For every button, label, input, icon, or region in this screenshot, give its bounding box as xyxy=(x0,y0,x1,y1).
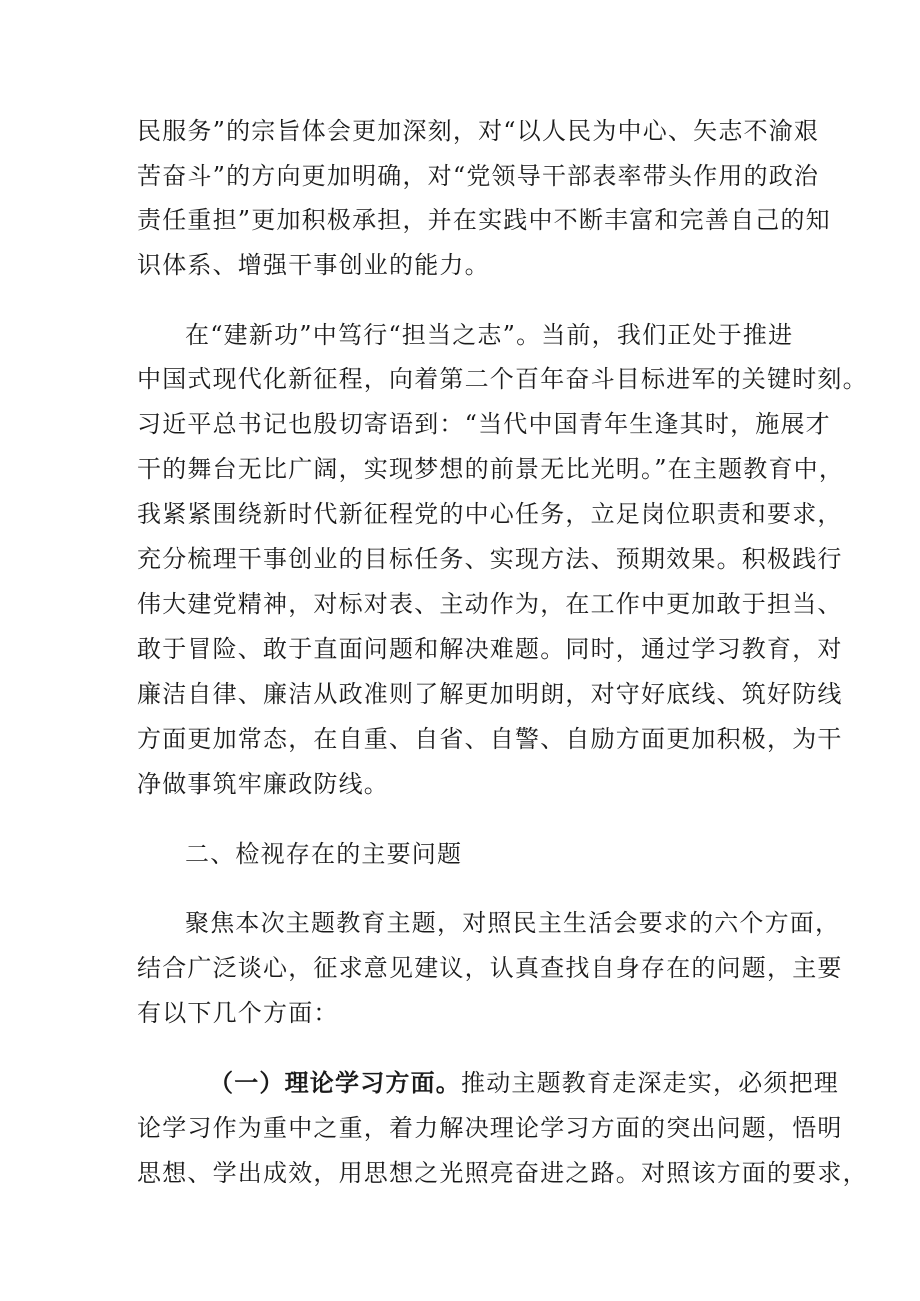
text-line: 苦奋斗”的方向更加明确，对“党领导干部表率带头作用的政治 xyxy=(137,162,820,190)
text-line: 有以下几个方面： xyxy=(137,999,339,1027)
text-line: 聚焦本次主题教育主题，对照民主生活会要求的六个方面， xyxy=(185,909,841,937)
text-line: 干的舞台无比广阔，实现梦想的前景无比光明。”在主题教育中， xyxy=(137,455,845,483)
text-line: 充分梳理干事创业的目标任务、实现方法、预期效果。积极践行 xyxy=(137,545,843,573)
text-span: 推动主题教育走深走实，必须把理 xyxy=(461,1069,839,1097)
subheading: （一）理论学习方面。 xyxy=(209,1068,461,1097)
text-line: 习近平总书记也殷切寄语到：“当代中国青年生逢其时，施展才 xyxy=(137,410,831,438)
text-line: 敢于冒险、敢于直面问题和解决难题。同时，通过学习教育，对 xyxy=(137,635,843,663)
text-line: 中国式现代化新征程，向着第二个百年奋斗目标进军的关键时刻。 xyxy=(137,365,868,393)
text-line: 思想、学出成效，用思想之光照亮奋进之路。对照该方面的要求， xyxy=(137,1159,868,1187)
text-line: 方面更加常态，在自重、自省、自警、自励方面更加积极，为干 xyxy=(137,725,843,753)
section-heading: 二、检视存在的主要问题 xyxy=(185,840,463,868)
text-line: 责任重担”更加积极承担，并在实践中不断丰富和完善自己的知 xyxy=(137,206,831,234)
text-line: 廉洁自律、廉洁从政准则了解更加明朗，对守好底线、筑好防线 xyxy=(137,680,843,708)
text-line: 结合广泛谈心，征求意见建议，认真查找自身存在的问题，主要 xyxy=(137,954,843,982)
text-line: 伟大建党精神，对标对表、主动作为，在工作中更加敢于担当、 xyxy=(137,590,843,618)
text-line-with-subheading xyxy=(209,1066,839,1100)
text-line: 论学习作为重中之重，着力解决理论学习方面的突出问题，悟明 xyxy=(137,1114,843,1142)
text-line: 净做事筑牢廉政防线。 xyxy=(137,770,389,798)
text-line: 民服务”的宗旨体会更加深刻，对“以人民为中心、矢志不渝艰 xyxy=(137,117,820,145)
text-line: 在“建新功”中笃行“担当之志”。当前，我们正处于推进 xyxy=(185,321,794,349)
text-line: 识体系、增强干事创业的能力。 xyxy=(137,251,490,279)
text-line: 我紧紧围绕新时代新征程党的中心任务，立足岗位职责和要求， xyxy=(137,500,843,528)
